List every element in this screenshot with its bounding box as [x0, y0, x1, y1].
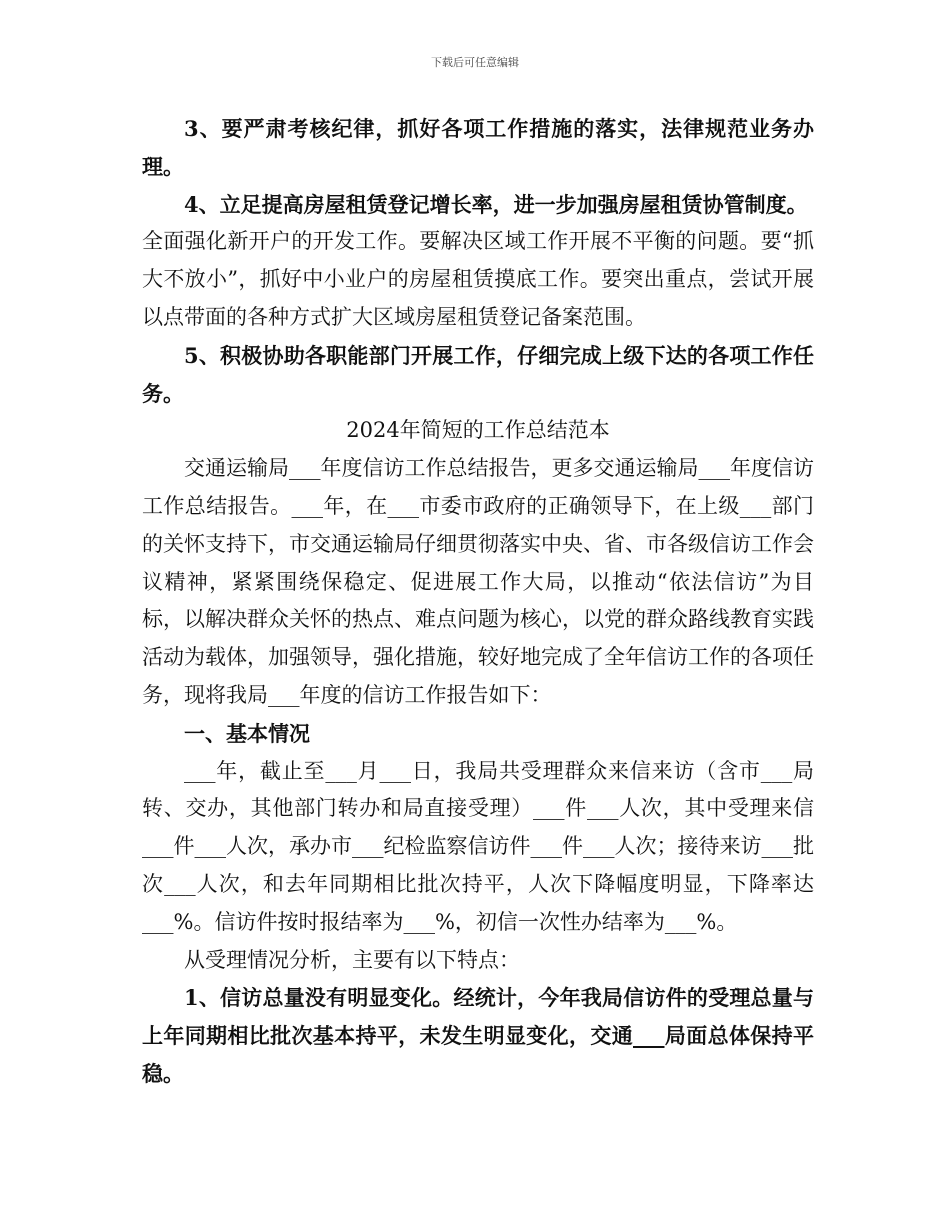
- paragraph-rental-registration: 4、立足提高房屋租赁登记增长率，进一步加强房屋租赁协管制度。: [184, 191, 808, 217]
- paragraph-statistics: ___年，截止至___月___日，我局共受理群众来信来访（含市___局转、交办，其他部门转办和局直接受理）___件___人次，其中受理来信___件___人次，承办市___纪检监察信访件___件___人次；接待来访___批次___人次，和去年同期相比批次持平，人次下降幅度明显，下降率达___%。信访件按时报结率为___%，初信一次性办结率为___%。: [142, 758, 814, 934]
- paragraph-analysis-lead: 从受理情况分析，主要有以下特点：: [184, 947, 520, 972]
- paragraph-rental-detail: 全面强化新开户的开发工作。要解决区域工作开展不平衡的问题。要“抓大不放小”，抓好中小业户的房屋租赁摸底工作。要突出重点，尝试开展以点带面的各种方式扩大区域房屋租赁登记备案范围。: [142, 229, 814, 329]
- paragraph-discipline: 3、要严肃考核纪律，抓好各项工作措施的落实，法律规范业务办理。: [142, 116, 814, 179]
- paragraph-feature-1: 1、信访总量没有明显变化。经统计，今年我局信访件的受理总量与上年同期相比批次基本持平，未发生明显变化，交通___局面总体保持平稳。: [142, 985, 814, 1086]
- heading-basic-situation: 一、基本情况: [184, 720, 310, 746]
- document-body: [142, 110, 814, 1093]
- paragraph-intro: 交通运输局___年度信访工作总结报告，更多交通运输局___年度信访工作总结报告。___年，在___市委市政府的正确领导下，在上级___部门的关怀支持下，市交通运输局仔细贯彻落实中央、省、市各级信访工作会议精神，紧紧围绕保稳定、促进展工作大局，以推动“依法信访”为目标，以解决群众关怀的热点、难点问题为核心，以党的群众路线教育实践活动为载体，加强领导，强化措施，较好地完成了全年信访工作的各项任务，现将我局___年度的信访工作报告如下：: [142, 456, 814, 707]
- section-title: 2024年简短的工作总结范本: [346, 418, 610, 443]
- page-header: 下载后可任意编辑: [431, 56, 519, 69]
- paragraph-assist-departments: 5、积极协助各职能部门开展工作，仔细完成上级下达的各项工作任务。: [142, 342, 814, 406]
